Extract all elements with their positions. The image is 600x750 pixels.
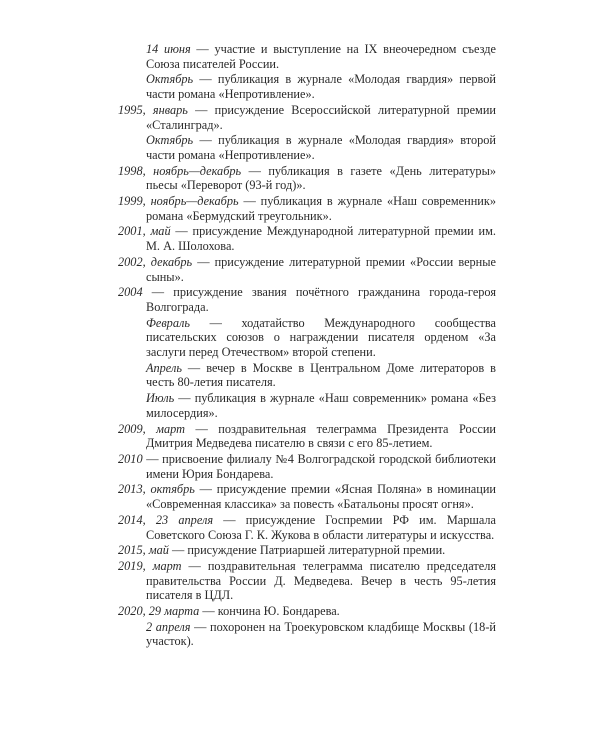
entry-text: — публикация в журнале «Наш современник» романа «Бермудский треугольник». [146,194,496,223]
chronology-entry [118,452,496,481]
chronology-entry [118,604,496,619]
chronology-entry [118,620,496,649]
entry-text: — присуждение Международной литературной премии им. М. А. Шолохова. [146,224,496,254]
entry-text: — кончина Ю. Бондарева. [199,604,340,619]
entry-date: Февраль [146,315,190,330]
chronology-entry [118,72,496,101]
entry-date: Июль [146,391,175,406]
chronology-entry [118,42,496,71]
chronology-entry [118,513,496,542]
entry-date: 1998, ноябрь—декабрь [118,163,242,178]
chronology-entry [118,255,496,284]
entry-text: — публикация в газете «День литературы» пьесы «Переворот (93-й год)». [146,163,496,193]
chronology-entry [118,391,496,420]
entry-text: — участие и выступление на IX внеочередном съезде Союза писателей России. [146,42,496,71]
entry-text: — присуждение премии «Ясная Поляна» в номинации «Современная классика» за повесть «Батальоны просят огня». [146,482,497,512]
chronology-entry [118,543,496,558]
entry-text: — публикация в журнале «Молодая гвардия» второй части романа «Непротивление». [146,133,496,162]
chronology-entry [118,316,496,360]
entry-date: 2014, 23 апреля [118,512,214,527]
entry-text: — присуждение Госпремии РФ им. Маршала Советского Союза Г. К. Жукова в области литературы и искусства. [146,512,496,542]
entry-date: Октябрь [146,133,194,148]
entry-date: 2020, 29 марта [118,604,200,619]
chronology-entry [118,133,496,162]
chronology-entry [118,482,496,511]
entry-date: 2009, март [118,421,186,436]
entry-date: Апрель [146,360,182,375]
chronology-entry [118,224,496,253]
entry-text: — ходатайство Международного сообщества писательских союзов о награждении писателя орденом «За заслуги перед Отечеством» второй степени. [146,315,496,360]
entry-date: 2010 [118,451,143,466]
entry-date: Октябрь [146,72,194,87]
chronology-entry [118,194,496,223]
chronology-entry [118,103,496,132]
entry-date: 14 июня [146,42,191,56]
entry-date: 2002, декабрь [118,254,193,269]
chronology-entry [118,285,496,314]
entry-date: 1999, ноябрь—декабрь [118,194,239,209]
entry-text: — присуждение звания почётного гражданина города-героя Волгограда. [142,285,496,314]
entry-text: — поздравительная телеграмма писателю председателя правительства России Д. Медведева. Вечер в честь 95-летия писателя в ЦДЛ. [146,558,496,603]
chronology-entry [118,559,496,603]
entry-date: 2001, май [118,224,171,239]
chronology-page [118,42,496,650]
entry-text: — присвоение филиалу №4 Волгоградской городской библиотеки имени Юрия Бондарева. [142,451,496,481]
entry-date: 2015, май [118,543,169,558]
entry-text: — присуждение Патриаршей литературной премии. [168,543,446,558]
entry-text: — присуждение Всероссийской литературной премии «Сталинград». [146,102,496,132]
entry-date: 2019, март [118,558,182,573]
entry-text: — вечер в Москве в Центральном Доме литераторов в честь 80-летия писателя. [146,360,496,390]
entry-date: 2 апреля [146,619,191,634]
entry-text: — публикация в журнале «Молодая гвардия» первой части романа «Непротивление». [146,72,496,102]
entry-text: — поздравительная телеграмма Президента России Дмитрия Медведева писателю в связи с его 85-летием. [146,421,497,451]
entry-text: — публикация в журнале «Наш современник» романа «Без милосердия». [146,391,496,420]
chronology-entry [118,361,496,390]
chronology-entry [118,164,496,193]
entry-date: 1995, январь [118,102,188,117]
entry-text: — присуждение литературной премии «России верные сыны». [146,254,496,284]
entry-date: 2004 [118,285,143,300]
entry-text: — похоронен на Троекуровском кладбище Москвы (18-й участок). [146,619,496,649]
chronology-entry [118,422,496,451]
entry-date: 2013, октябрь [118,482,195,497]
